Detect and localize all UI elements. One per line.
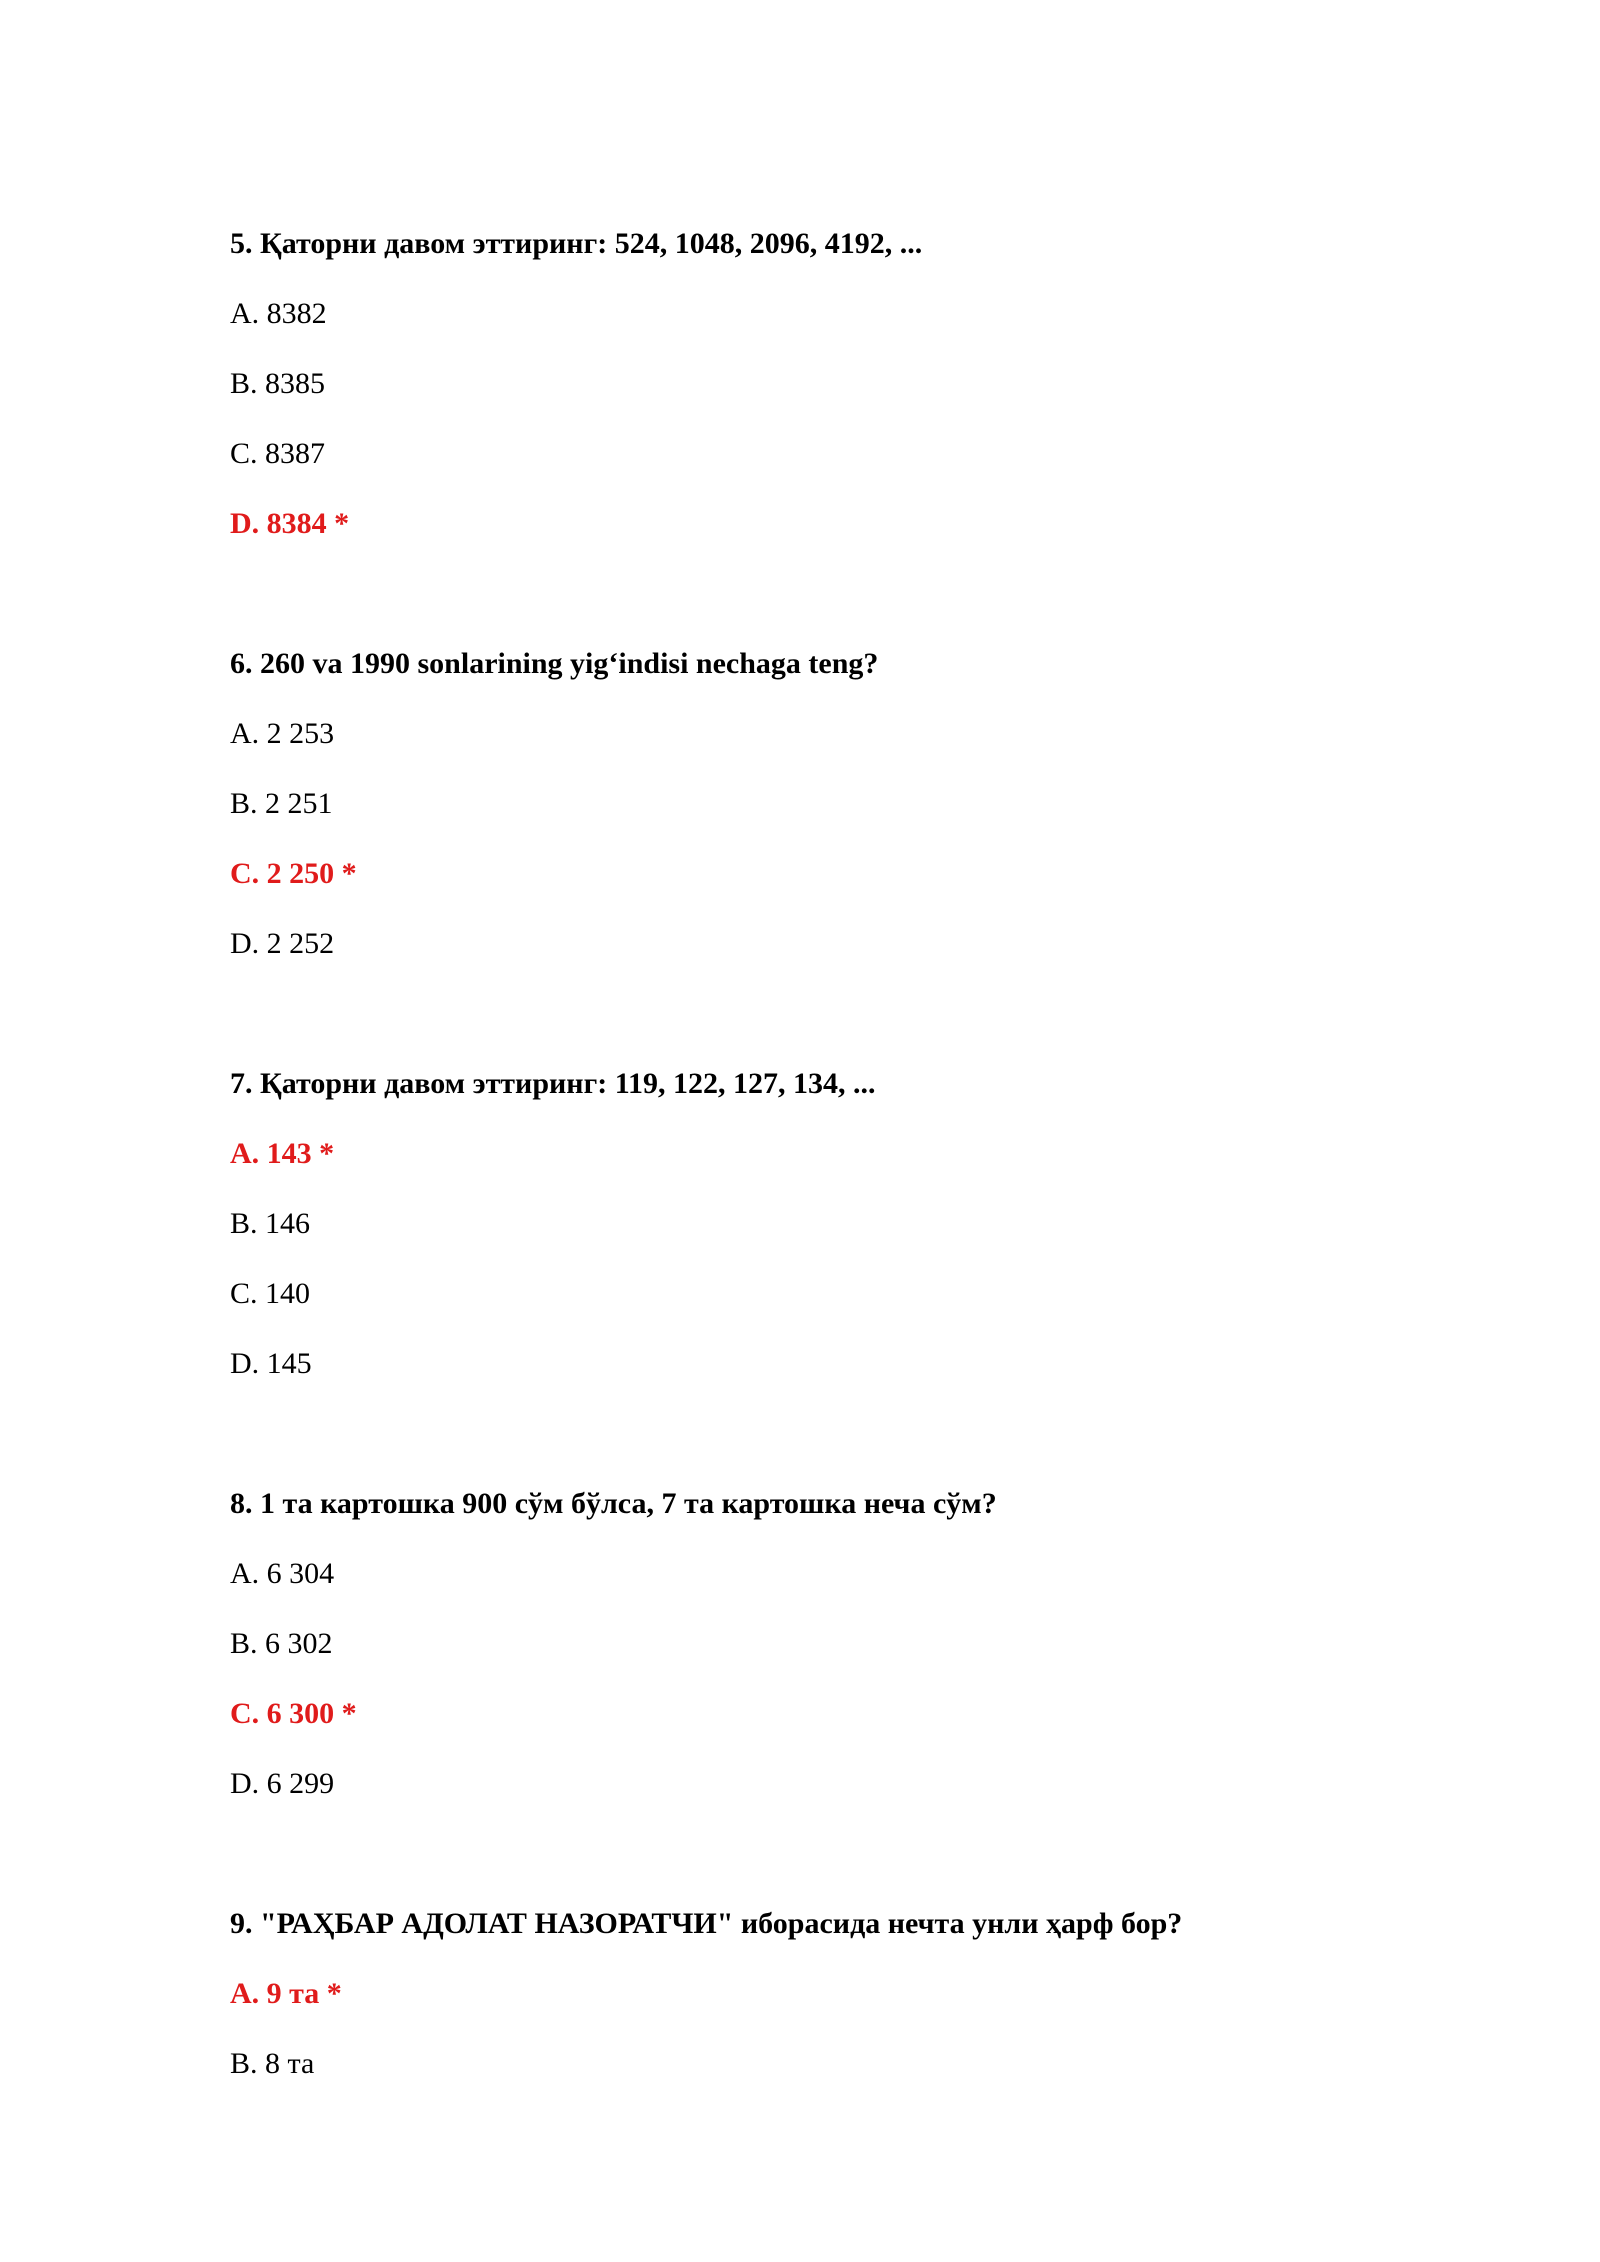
option-d-correct: D. 8384 * xyxy=(230,507,350,540)
option-d: D. 6 299 xyxy=(230,1767,335,1800)
question-title: 8. 1 та картошка 900 сўм бўлса, 7 та картошка неча сўм? xyxy=(230,1487,997,1520)
option-b: B. 8385 xyxy=(230,367,326,400)
option-c-correct: C. 6 300 * xyxy=(230,1697,357,1730)
option-c: C. 8387 xyxy=(230,437,326,470)
question-5 xyxy=(230,226,1530,542)
option-a: A. 8382 xyxy=(230,297,327,330)
option-c: C. 140 xyxy=(230,1277,311,1310)
option-a-correct: A. 143 * xyxy=(230,1137,335,1170)
option-c-correct: C. 2 250 * xyxy=(230,857,357,890)
option-d: D. 145 xyxy=(230,1347,312,1380)
option-b: B. 6 302 xyxy=(230,1627,333,1660)
question-title: 9. "РАҲБАР АДОЛАТ НАЗОРАТЧИ" иборасида нечта унли ҳарф бор? xyxy=(230,1907,1183,1940)
question-title: 5. Қаторни давом эттиринг: 524, 1048, 2096, 4192, ... xyxy=(230,227,923,260)
question-7 xyxy=(230,1066,1530,1382)
question-title: 7. Қаторни давом эттиринг: 119, 122, 127, 134, ... xyxy=(230,1067,876,1100)
option-b: B. 2 251 xyxy=(230,787,333,820)
question-6 xyxy=(230,646,1530,962)
option-a: A. 6 304 xyxy=(230,1557,335,1590)
option-a-correct: A. 9 та * xyxy=(230,1977,342,2010)
option-b: B. 146 xyxy=(230,1207,311,1240)
question-title: 6. 260 va 1990 sonlarining yig‘indisi nechaga teng? xyxy=(230,647,879,680)
question-8 xyxy=(230,1486,1530,1802)
question-9 xyxy=(230,1906,1530,2082)
option-b: B. 8 та xyxy=(230,2047,315,2080)
option-a: A. 2 253 xyxy=(230,717,335,750)
option-d: D. 2 252 xyxy=(230,927,335,960)
